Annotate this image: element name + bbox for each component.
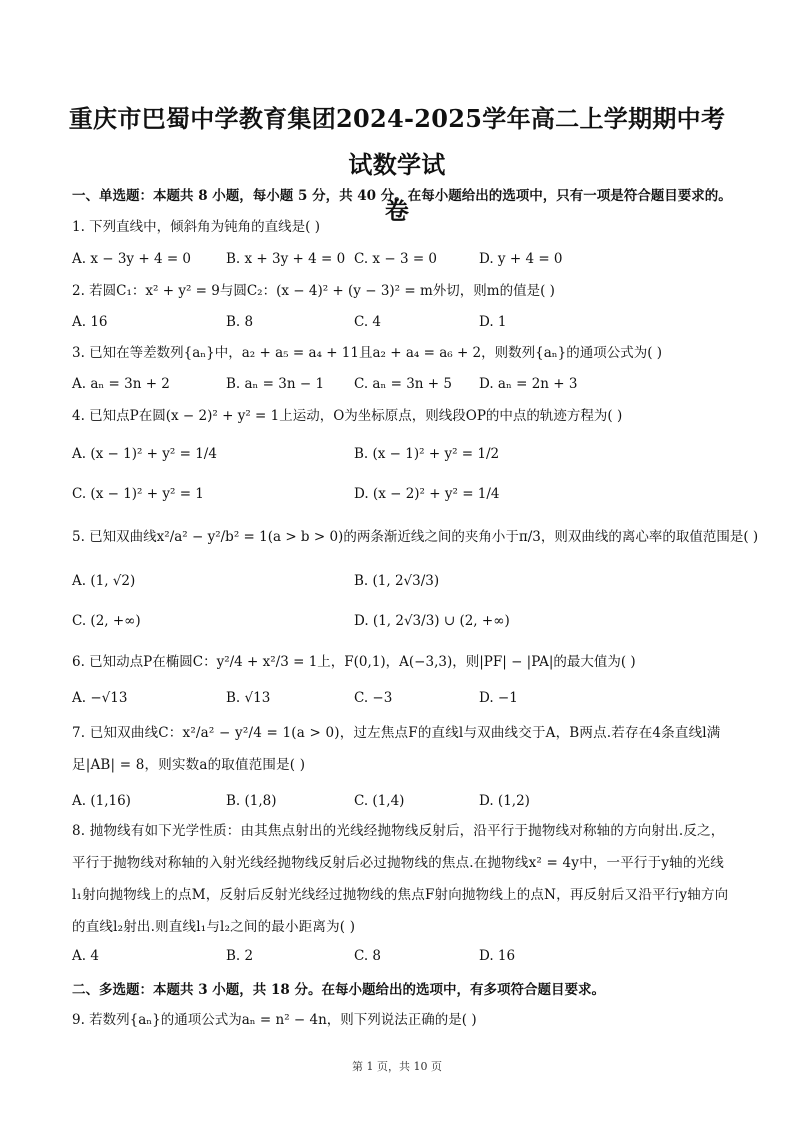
question-8-option-b: B. 2: [226, 948, 254, 964]
question-1-option-d: D. y + 4 = 0: [479, 251, 563, 267]
question-5-option-d: D. (1, 2√3/3) ∪ (2, +∞): [354, 613, 510, 629]
question-8-option-a: A. 4: [72, 948, 99, 964]
question-7-stem: 7. 已知双曲线C：x²/a² − y²/4 = 1(a > 0)，过左焦点F的直线l与双曲线交于A，B两点.若存在4条直线l满足|AB| = 8，则实数a的取值范围是( ): [72, 725, 721, 773]
question-2-option-c: C. 4: [354, 314, 382, 330]
question-5-stem: 5. 已知双曲线x²/a² − y²/b² = 1(a > b > 0)的两条渐近线之间的夹角小于π/3，则双曲线的离心率的取值范围是( ): [72, 529, 759, 545]
question-2-option-b: B. 8: [226, 314, 254, 330]
question-6-option-a: A. −√13: [72, 690, 128, 706]
question-4-option-a: A. (x − 1)² + y² = 1/4: [72, 446, 217, 462]
page-title: [60, 96, 734, 234]
question-1-stem: 1. 下列直线中，倾斜角为钝角的直线是( ): [72, 219, 320, 235]
question-2-option-a: A. 16: [72, 314, 108, 330]
question-3-option-d: D. aₙ = 2n + 3: [479, 376, 578, 392]
section-heading-single-choice: 一、单选题：本题共 8 小题，每小题 5 分，共 40 分。在每小题给出的选项中，只有一项是符合题目要求的。: [72, 188, 732, 204]
question-2-option-d: D. 1: [479, 314, 507, 330]
section-heading-multiple-choice: 二、多选题：本题共 3 小题，共 18 分。在每小题给出的选项中，有多项符合题目要求。: [72, 982, 605, 998]
question-4-option-d: D. (x − 2)² + y² = 1/4: [354, 486, 500, 502]
question-1-option-b: B. x + 3y + 4 = 0: [226, 251, 346, 267]
question-6-option-b: B. √13: [226, 690, 271, 706]
title-line-2: 卷: [384, 196, 410, 225]
question-1-option-a: A. x − 3y + 4 = 0: [72, 251, 192, 267]
title-line-1: 重庆市巴蜀中学教育集团2024-2025学年高二上学期期中考试数学试: [68, 104, 726, 179]
question-4-option-c: C. (x − 1)² + y² = 1: [72, 486, 204, 502]
question-8-option-d: D. 16: [479, 948, 516, 964]
question-7-option-b: B. (1,8): [226, 793, 277, 809]
question-9-stem: 9. 若数列{aₙ}的通项公式为aₙ = n² − 4n，则下列说法正确的是( ): [72, 1012, 477, 1028]
question-7-option-c: C. (1,4): [354, 793, 405, 809]
question-6-stem: 6. 已知动点P在椭圆C：y²/4 + x²/3 = 1上，F(0,1)，A(−3,3)，则|PF| − |PA|的最大值为( ): [72, 654, 636, 670]
question-7-option-d: D. (1,2): [479, 793, 530, 809]
question-7-option-a: A. (1,16): [72, 793, 131, 809]
question-6-option-d: D. −1: [479, 690, 518, 706]
question-3-stem: 3. 已知在等差数列{aₙ}中，a₂ + a₅ = a₄ + 11且a₂ + a₄ = a₆ + 2，则数列{aₙ}的通项公式为( ): [72, 345, 663, 361]
question-5-option-a: A. (1, √2): [72, 573, 136, 589]
question-5-option-b: B. (1, 2√3/3): [354, 573, 440, 589]
question-8-stem: 8. 抛物线有如下光学性质：由其焦点射出的光线经抛物线反射后，沿平行于抛物线对称轴的方向射出.反之，平行于抛物线对称轴的入射光线经抛物线反射后必过抛物线的焦点.在抛物线x² = 4y中，一平行于y轴的光线l₁射向抛物线上的点M，反射后反射光线经过抛物线的焦点F射向抛物线上的点N，再反射后又沿平行y轴方向的直线l₂射出.则直线l₁与l₂之间的最小距离为( ): [72, 823, 729, 935]
question-4-stem: 4. 已知点P在圆(x − 2)² + y² = 1上运动，O为坐标原点，则线段OP的中点的轨迹方程为( ): [72, 408, 623, 424]
question-4-option-b: B. (x − 1)² + y² = 1/2: [354, 446, 500, 462]
question-5-option-c: C. (2, +∞): [72, 613, 141, 629]
question-8-option-c: C. 8: [354, 948, 382, 964]
question-6-option-c: C. −3: [354, 690, 393, 706]
question-3-option-a: A. aₙ = 3n + 2: [72, 376, 170, 392]
question-3-option-c: C. aₙ = 3n + 5: [354, 376, 452, 392]
page-footer: 第 1 页，共 10 页: [352, 1060, 442, 1073]
question-1-option-c: C. x − 3 = 0: [354, 251, 438, 267]
question-2-stem: 2. 若圆C₁：x² + y² = 9与圆C₂：(x − 4)² + (y − 3)² = m外切，则m的值是( ): [72, 283, 555, 299]
question-3-option-b: B. aₙ = 3n − 1: [226, 376, 325, 392]
